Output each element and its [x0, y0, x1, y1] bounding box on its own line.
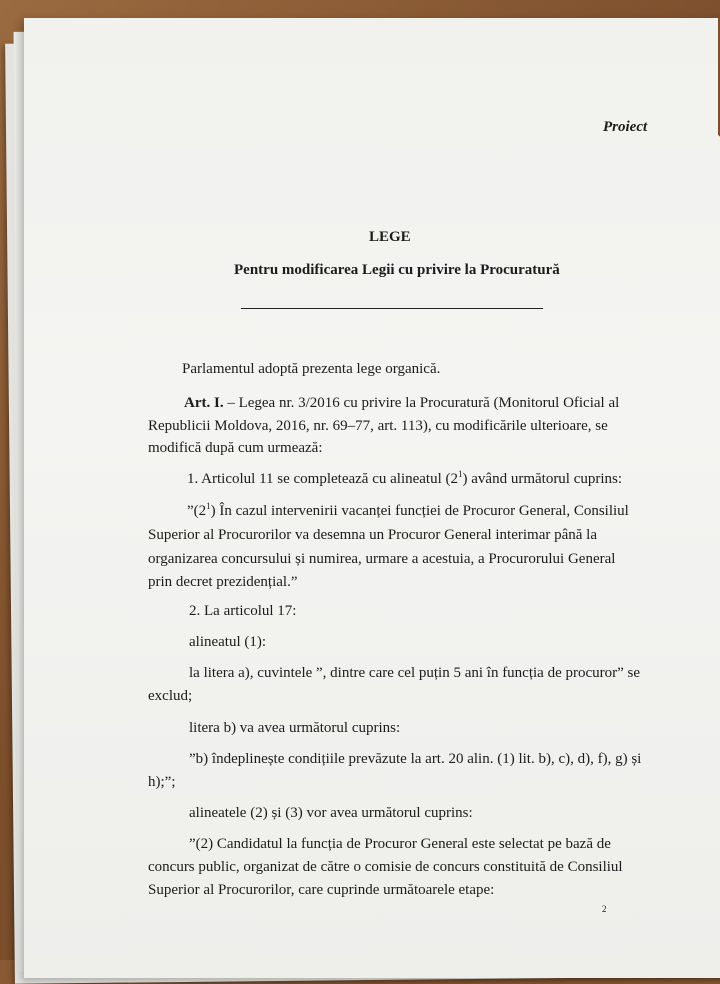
- document-page: [24, 18, 720, 978]
- page-number: 2: [602, 904, 607, 914]
- paragraph-line: modifică după cum urmează:: [148, 440, 323, 456]
- paragraph-line: Superior al Procurorilor, care cuprinde următoarele etape:: [148, 882, 495, 898]
- paragraph-line: Parlamentul adoptă prezenta lege organică.: [182, 361, 441, 377]
- paragraph-line: litera b) va avea următorul cuprins:: [189, 720, 401, 736]
- paragraph-line: alineatele (2) și (3) vor avea următorul cuprins:: [189, 805, 473, 821]
- paragraph-line: concurs public, organizat de către o comisie de concurs constituită de Consiliul: [148, 859, 623, 875]
- paragraph-line: ”(2) Candidatul la funcția de Procuror General este selectat pe bază de: [189, 836, 611, 852]
- document-subtitle: Pentru modificarea Legii cu privire la Procuratură: [234, 262, 560, 278]
- paragraph-line: la litera a), cuvintele ”, dintre care cel puțin 5 ani în funcția de procuror” se: [189, 665, 641, 681]
- paragraph-line: Art. I. – Legea nr. 3/2016 cu privire la Procuratură (Monitorul Oficial al: [184, 395, 620, 411]
- paragraph-line: prin decret prezidențial.”: [148, 574, 298, 590]
- draft-label: Proiect: [603, 119, 648, 135]
- paragraph-line: Superior al Procurorilor va desemna un Procuror General interimar până la: [148, 527, 598, 543]
- paragraph-line: Republicii Moldova, 2016, nr. 69–77, art. 113), cu modificările ulterioare, se: [148, 418, 608, 434]
- paragraph-line: 2. La articolul 17:: [189, 603, 297, 619]
- paragraph-line: exclud;: [148, 688, 193, 704]
- paragraph-line: $”(2^1)$ În cazul intervenirii vacanței funcției de Procuror General, Consiliul: [187, 501, 629, 519]
- article-label: Art. I.: [184, 395, 224, 411]
- paragraph-line: organizarea concursului și numirea, urmare a acestuia, a Procurorului General: [148, 551, 616, 567]
- paragraph-line: ”b) îndeplinește condițiile prevăzute la art. 20 alin. (1) lit. b), c), d), f), g) și: [189, 751, 642, 767]
- document-title: LEGE: [369, 229, 411, 245]
- title-divider: [241, 308, 543, 309]
- paragraph-line: h);”;: [148, 774, 176, 790]
- paragraph-line: alineatul (1):: [189, 634, 267, 650]
- paragraph-line: 1. Articolul 11 se completează cu alineatul $(2^1)$ având următorul cuprins:: [187, 469, 623, 487]
